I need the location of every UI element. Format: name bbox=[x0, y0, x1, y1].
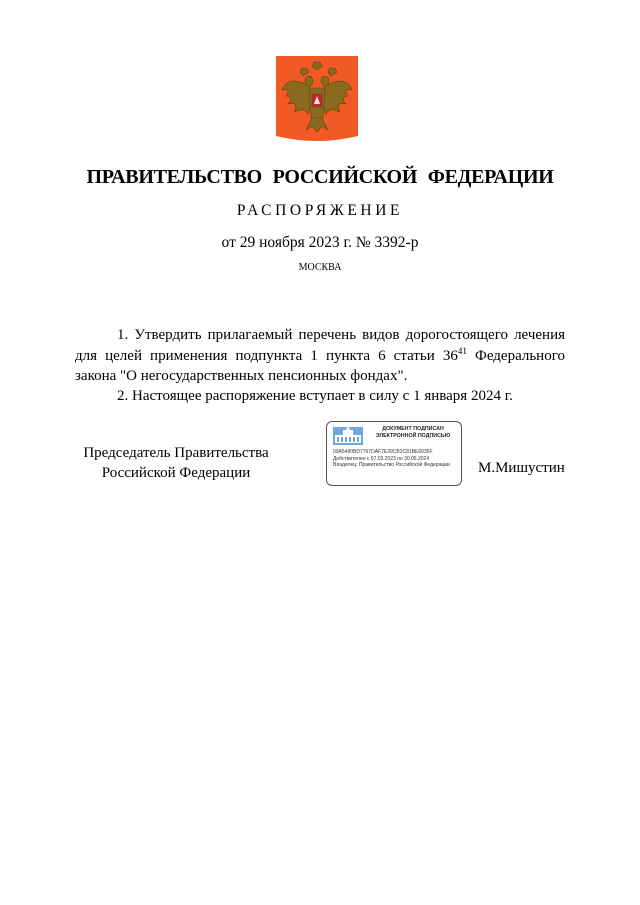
page-title: ПРАВИТЕЛЬСТВО РОССИЙСКОЙ ФЕДЕРАЦИИ bbox=[86, 166, 554, 188]
stamp-validity: Действителен с 07.03.2023 по 30.05.2024 bbox=[333, 456, 430, 462]
article-superscript: 41 bbox=[457, 345, 467, 356]
government-building-icon bbox=[333, 427, 363, 445]
signer-position-line-1: Председатель Правительства bbox=[83, 445, 269, 461]
stamp-owner: Владелец: Правительство Российской Федерации bbox=[333, 462, 450, 468]
paragraph-1-text: 1. Утвердить прилагаемый перечень видов дорогостоящего лечения для целей применения подпункта 1 пункта 6 статьи 36 bbox=[75, 327, 565, 364]
coat-of-arms-icon bbox=[276, 56, 358, 144]
paragraph-1 bbox=[75, 325, 565, 387]
city-label: МОСКВА bbox=[298, 262, 342, 273]
paragraph-2: 2. Настоящее распоряжение вступает в силу с 1 января 2024 г. bbox=[117, 388, 513, 404]
stamp-certificate: 00A5490BD7767DAF7E39CB2C81BE6035F bbox=[333, 449, 433, 455]
document-type: РАСПОРЯЖЕНИЕ bbox=[236, 202, 404, 219]
signer-position bbox=[76, 443, 276, 483]
stamp-heading-line-1: ДОКУМЕНТ ПОДПИСАН bbox=[382, 426, 444, 432]
stamp-heading bbox=[367, 426, 459, 440]
document-number: от 29 ноября 2023 г. № 3392-р bbox=[221, 234, 419, 251]
paragraph-1-text-end: Федерального закона "О негосударственных пенсионных фондах". bbox=[75, 347, 565, 384]
electronic-signature-stamp bbox=[326, 421, 462, 486]
stamp-heading-line-2: ЭЛЕКТРОННОЙ ПОДПИСЬЮ bbox=[375, 433, 451, 439]
signer-position-line-2: Российской Федерации bbox=[101, 465, 251, 481]
signer-name: М.Мишустин bbox=[478, 460, 565, 476]
